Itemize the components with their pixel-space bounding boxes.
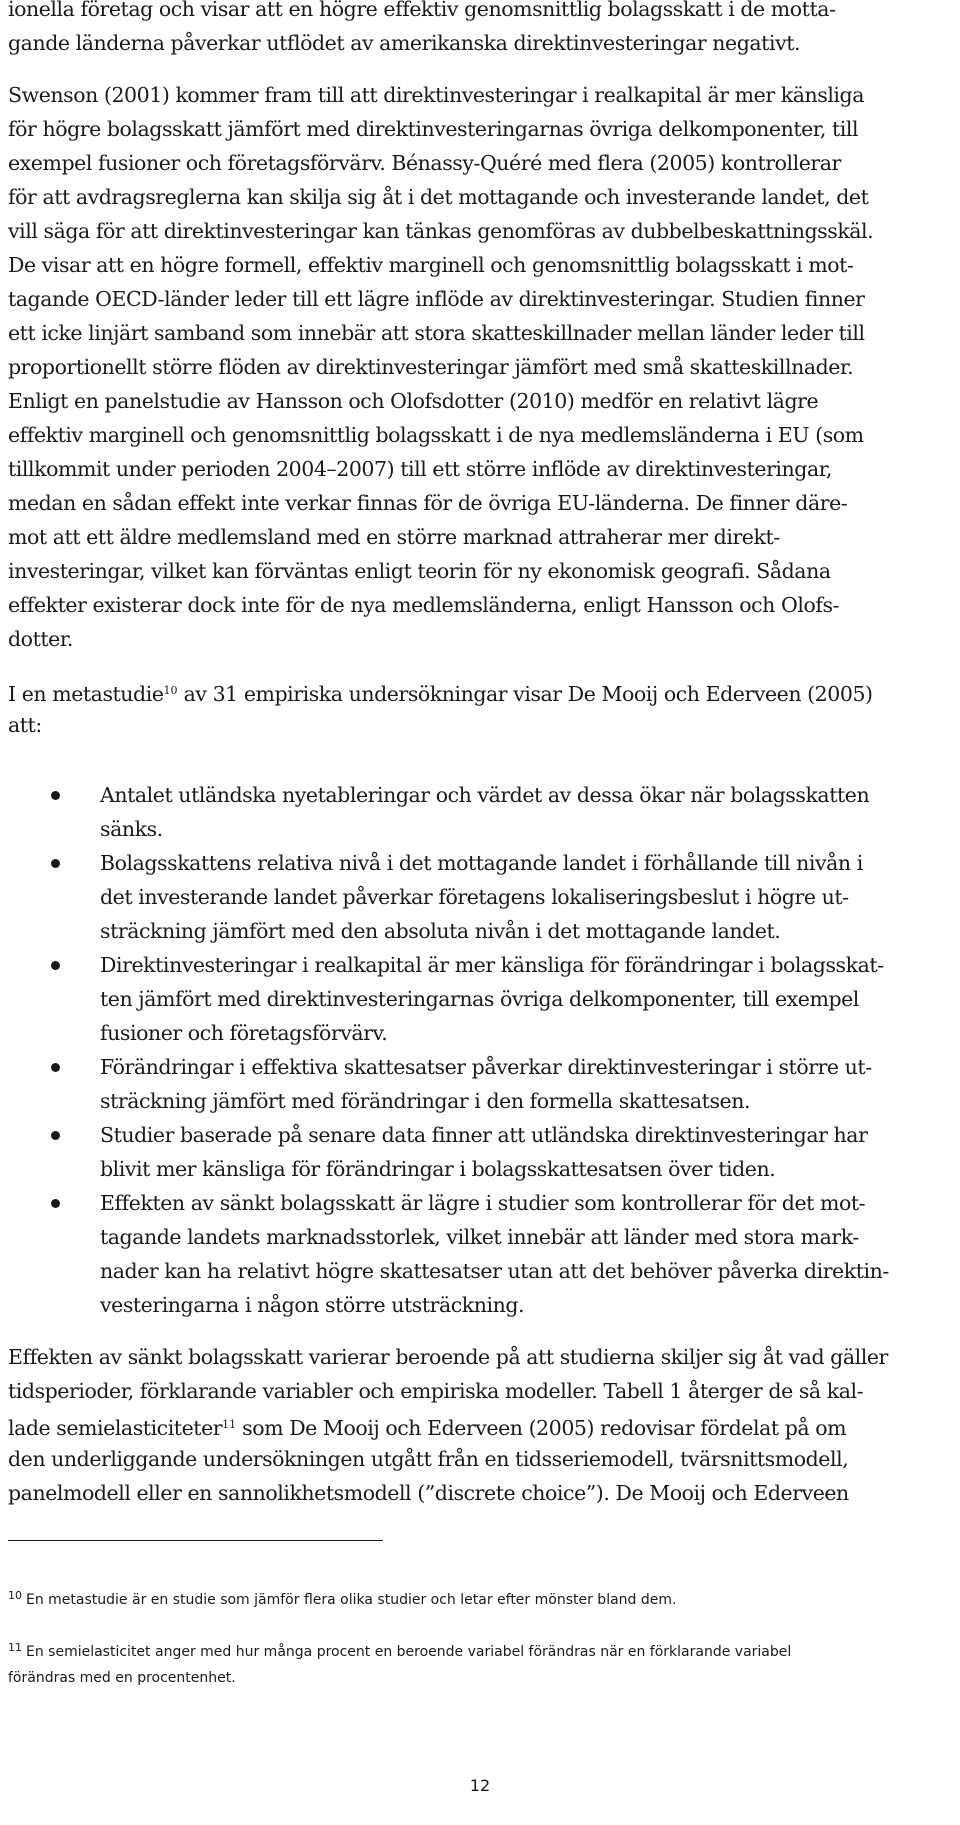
bullet-icon xyxy=(51,1199,60,1208)
footnote-11 xyxy=(8,1635,948,1665)
text-line: Effekten av sänkt bolagsskatt är lägre i studier som kontrollerar för det mot- xyxy=(100,1191,866,1215)
bullet-icon xyxy=(51,859,60,868)
text-line: effektiv marginell och genomsnittlig bolagsskatt i de nya medlemsländerna i EU (som xyxy=(8,423,864,447)
footnote-separator xyxy=(8,1540,383,1541)
list-item xyxy=(8,846,948,948)
text-line: proportionellt större flöden av direktinvesteringar jämfört med små skatteskillnader. xyxy=(8,355,854,379)
footnote-text: En semielasticitet anger med hur många procent en beroende variabel förändras när en förklarande variabel xyxy=(26,1644,792,1660)
text-line xyxy=(8,1408,948,1442)
paragraph-intro xyxy=(8,0,948,60)
text-line: för att avdragsreglerna kan skilja sig åt i det mottagande och investerande landet, det xyxy=(8,185,869,209)
text-line: panelmodell eller en sannolikhetsmodell (”discrete choice”). De Mooij och Ederveen xyxy=(8,1481,849,1505)
text-line: blivit mer känsliga för förändringar i bolagsskattesatsen över tiden. xyxy=(100,1157,776,1181)
paragraph-effects xyxy=(8,1340,948,1510)
text-line: nader kan ha relativt högre skattesatser utan att det behöver påverka direktin- xyxy=(100,1259,889,1283)
text-segment: som De Mooij och Ederveen (2005) redovisar fördelat på om xyxy=(236,1416,847,1440)
text-line: Enligt en panelstudie av Hansson och Olofsdotter (2010) medför en relativt lägre xyxy=(8,389,819,413)
text-line: Swenson (2001) kommer fram till att direktinvesteringar i realkapital är mer känsliga xyxy=(8,83,864,107)
text-line: sänks. xyxy=(100,817,163,841)
text-line: sträckning jämfört med förändringar i den formella skattesatsen. xyxy=(100,1089,751,1113)
list-item xyxy=(8,1118,948,1186)
list-item xyxy=(8,1186,948,1322)
document-page xyxy=(8,0,948,1691)
text-segment: av 31 empiriska undersökningar visar De Mooij och Ederveen (2005) xyxy=(177,682,873,706)
list-item xyxy=(8,1050,948,1118)
footnote-ref-10[interactable]: 10 xyxy=(163,684,178,697)
text-line: tidsperioder, förklarande variabler och empiriska modeller. Tabell 1 återger de så kal- xyxy=(8,1379,864,1403)
list-item xyxy=(8,778,948,846)
text-line: Bolagsskattens relativa nivå i det mottagande landet i förhållande till nivån i xyxy=(100,851,863,875)
bullet-icon xyxy=(51,961,60,970)
text-segment: lade semielasticiteter xyxy=(8,1416,223,1440)
text-line: tagande landets marknadsstorlek, vilket innebär att länder med stora mark- xyxy=(100,1225,859,1249)
text-line: investeringar, vilket kan förväntas enligt teorin för ny ekonomisk geografi. Sådana xyxy=(8,559,831,583)
text-line: Antalet utländska nyetableringar och värdet av dessa ökar när bolagsskatten xyxy=(100,783,870,807)
bullet-icon xyxy=(51,1131,60,1140)
text-line: sträckning jämfört med den absoluta nivån i det mottagande landet. xyxy=(100,919,781,943)
list-item xyxy=(8,948,948,1050)
text-line: Studier baserade på senare data finner att utländska direktinvesteringar har xyxy=(100,1123,868,1147)
footnote-10 xyxy=(8,1583,948,1613)
footnote-mark: 11 xyxy=(8,1641,22,1654)
bullet-icon xyxy=(51,1063,60,1072)
text-line: ett icke linjärt samband som innebär att stora skatteskillnader mellan länder leder till xyxy=(8,321,865,345)
findings-list xyxy=(8,778,948,1322)
text-line: vesteringarna i någon större utsträckning. xyxy=(100,1293,525,1317)
text-segment: I en metastudie xyxy=(8,682,164,706)
text-line: att: xyxy=(8,713,42,737)
paragraph-metastudy-intro xyxy=(8,674,948,742)
text-line: dotter. xyxy=(8,627,73,651)
page-number: 12 xyxy=(469,1776,491,1795)
text-line: mot att ett äldre medlemsland med en större marknad attraherar mer direkt- xyxy=(8,525,780,549)
text-line: ionella företag och visar att en högre effektiv genomsnittlig bolagsskatt i de motta- xyxy=(8,0,836,21)
bullet-icon xyxy=(51,791,60,800)
text-line: fusioner och företagsförvärv. xyxy=(100,1021,388,1045)
text-line: tillkommit under perioden 2004–2007) till ett större inflöde av direktinvesteringar, xyxy=(8,457,832,481)
text-line: tagande OECD-länder leder till ett lägre inflöde av direktinvesteringar. Studien finner xyxy=(8,287,865,311)
footnote-text: En metastudie är en studie som jämför flera olika studier och letar efter mönster bland dem. xyxy=(26,1592,677,1608)
footnote-mark: 10 xyxy=(8,1589,22,1602)
footnote-ref-11[interactable]: 11 xyxy=(222,1418,237,1431)
text-line: gande länderna påverkar utflödet av amerikanska direktinvesteringar negativt. xyxy=(8,31,801,55)
text-line: ten jämfört med direktinvesteringarnas övriga delkomponenter, till exempel xyxy=(100,987,859,1011)
text-line: De visar att en högre formell, effektiv marginell och genomsnittlig bolagsskatt i mot- xyxy=(8,253,854,277)
text-line: exempel fusioner och företagsförvärv. Bénassy-Quéré med flera (2005) kontrollerar xyxy=(8,151,841,175)
text-line: den underliggande undersökningen utgått från en tidsseriemodell, tvärsnittsmodell, xyxy=(8,1447,849,1471)
text-line: det investerande landet påverkar företagens lokaliseringsbeslut i högre ut- xyxy=(100,885,849,909)
paragraph-swenson xyxy=(8,78,948,656)
text-line: medan en sådan effekt inte verkar finnas för de övriga EU-länderna. De finner däre- xyxy=(8,491,848,515)
text-line: Förändringar i effektiva skattesatser påverkar direktinvesteringar i större ut- xyxy=(100,1055,872,1079)
text-line: Effekten av sänkt bolagsskatt varierar beroende på att studierna skiljer sig åt vad gäller xyxy=(8,1345,888,1369)
text-line: Direktinvesteringar i realkapital är mer känsliga för förändringar i bolagsskat- xyxy=(100,953,884,977)
text-line: för högre bolagsskatt jämfört med direktinvesteringarnas övriga delkomponenter, till xyxy=(8,117,859,141)
text-line xyxy=(8,674,948,708)
text-line: effekter existerar dock inte för de nya medlemsländerna, enligt Hansson och Olofs- xyxy=(8,593,840,617)
footnotes xyxy=(8,1583,948,1691)
footnote-text-cont: förändras med en procentenhet. xyxy=(8,1670,236,1686)
text-line: vill säga för att direktinvesteringar kan tänkas genomföras av dubbelbeskattningsskäl. xyxy=(8,219,874,243)
